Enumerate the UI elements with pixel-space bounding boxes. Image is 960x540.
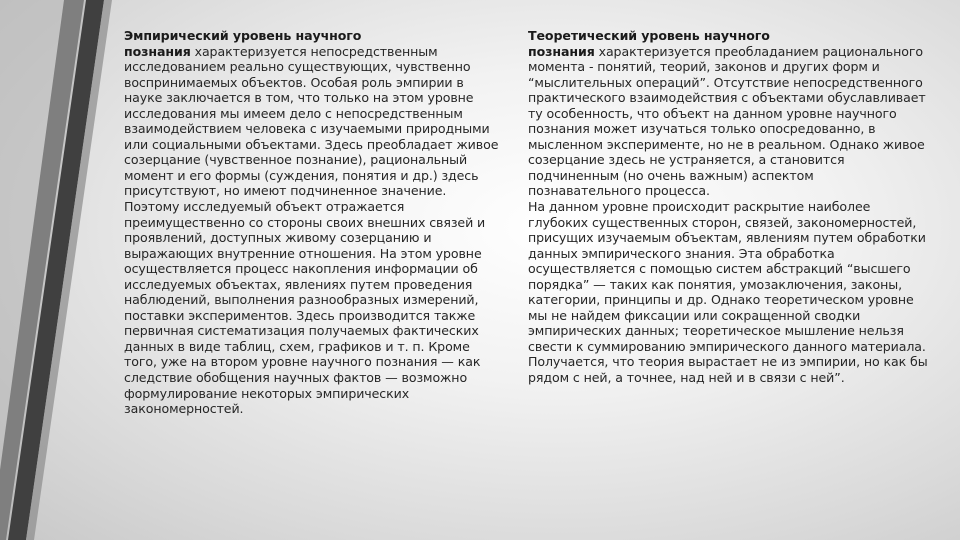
left-paragraph [124,28,504,417]
right-title-bold: познания [528,43,595,59]
right-text-column [528,28,928,386]
left-title-line1: Эмпирический уровень научного [124,28,362,43]
right-title-line1: Теоретический уровень научного [528,28,770,43]
left-text-column [124,28,504,417]
right-paragraph-2: На данном уровне происходит раскрытие наиболее глубоких существенных сторон, связей, закономерностей, присущих изучаемым объектам, явлениям путем обработки данных эмпирического знания. Эта обработка осуществляется с помощью систем абстракций “высшего порядка” — таких как понятия, умозаключения, законы, категории, принципы и др. Однако теоретическом уровне мы не найдем фиксации или сокращенной сводки эмпирических данных; теоретическое мышление нельзя свести к суммированию эмпирического данного материала. Получается, что теория вырастает не из эмпирии, но как бы рядом с ней, а точнее, над ней и в связи с ней”. [528,199,928,386]
left-title-bold: познания [124,43,191,59]
right-body-text-1: характеризуется преобладанием рационального момента - понятий, теорий, законов и других форм и “мыслительных операций”. Отсутствие непосредственного практического взаимодействия с объектами обуславливает ту особенность, что объект на данном уровне научного познания может изучаться только опосредованно, в мысленном эксперименте, но не в реальном. Однако живое созерцание здесь не устраняется, а становится подчиненным (но очень важным) аспектом познавательного процесса. [528,43,926,199]
left-body-text: характеризуется непосредственным исследованием реально существующих, чувственно воспринимаемых объектов. Особая роль эмпирии в науке заключается в том, что только на этом уровне исследования мы имеем дело с непосредственным взаимодействием человека с изучаемыми природными или социальными объектами. Здесь преобладает живое созерцание (чувственное познание), рациональный момент и его формы (суждения, понятия и др.) здесь присутствуют, но имеют подчиненное значение. Поэтому исследуемый объект отражается преимущественно со стороны своих внешних связей и проявлений, доступных живому созерцанию и выражающих внутренние отношения. На этом уровне осуществляется процесс накопления информации об исследуемых объектах, явлениях путем проведения наблюдений, выполнения разнообразных измерений, поставки экспериментов. Здесь производится также первичная систематизация получаемых фактических данных в виде таблиц, схем, графиков и т. п. Кроме того, уже на втором уровне научного познания — как следствие обобщения научных фактов — возможно формулирование некоторых эмпирических закономерностей. [124,43,499,417]
right-paragraph-1 [528,28,928,199]
